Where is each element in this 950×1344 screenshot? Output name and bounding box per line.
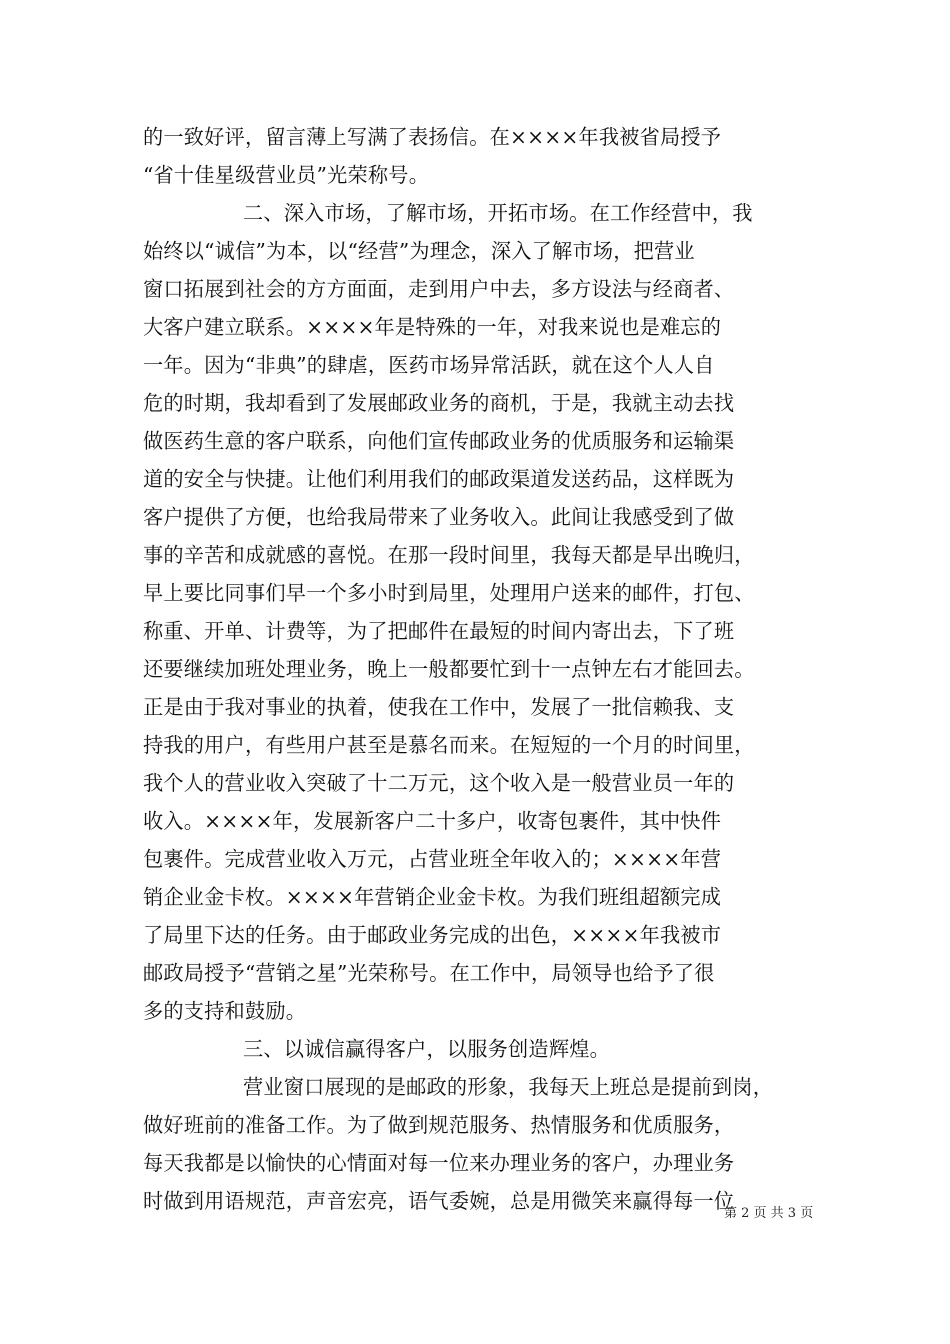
text-line: 早上要比同事们早一个多小时到局里，处理用户送来的邮件，打包、 — [143, 581, 755, 605]
text-line: 始终以“诚信”为本，以“经营”为理念，深入了解市场，把营业 — [143, 239, 695, 263]
text-line: 营业窗口展现的是邮政的形象，我每天上班总是提前到岗， — [243, 1075, 774, 1099]
text-line: 的一致好评，留言薄上写满了表扬信。在××××年我被省局授予 — [143, 125, 722, 149]
text-line: 多的支持和鼓励。 — [143, 999, 307, 1023]
text-line: 危的时期，我却看到了发展邮政业务的商机，于是，我就主动去找 — [143, 391, 735, 415]
text-line: 一年。因为“非典”的肆虐，医药市场异常活跃，就在这个人人自 — [143, 353, 715, 377]
text-line: 收入。××××年，发展新客户二十多户，收寄包裹件，其中快件 — [143, 809, 722, 833]
page-footer: 第 2 页 共 3 页 — [724, 1206, 814, 1221]
text-line: 邮政局授予“营销之星”光荣称号。在工作中，局领导也给予了很 — [143, 961, 715, 985]
text-line: 道的安全与快捷。让他们利用我们的邮政渠道发送药品，这样既为 — [143, 467, 735, 491]
text-line: 每天我都是以愉快的心情面对每一位来办理业务的客户，办理业务 — [143, 1151, 735, 1175]
text-line: 大客户建立联系。××××年是特殊的一年，对我来说也是难忘的 — [143, 315, 722, 339]
text-line: 包裹件。完成营业收入万元，占营业班全年收入的；××××年营 — [143, 847, 722, 871]
text-line: 客户提供了方便，也给我局带来了业务收入。此间让我感受到了做 — [143, 505, 735, 529]
text-line: 三、以诚信赢得客户，以服务创造辉煌。 — [243, 1037, 610, 1061]
text-line: 窗口拓展到社会的方方面面，走到用户中去，多方设法与经商者、 — [143, 277, 735, 301]
text-line: 还要继续加班处理业务，晚上一般都要忙到十一点钟左右才能回去。 — [143, 657, 755, 681]
text-line: 二、深入市场，了解市场，开拓市场。在工作经营中，我 — [243, 201, 753, 225]
text-line: 做医药生意的客户联系，向他们宣传邮政业务的优质服务和运输渠 — [143, 429, 735, 453]
text-line: 我个人的营业收入突破了十二万元，这个收入是一般营业员一年的 — [143, 771, 735, 795]
text-line: 销企业金卡枚。××××年营销企业金卡枚。为我们班组超额完成 — [143, 885, 722, 909]
text-line: 持我的用户，有些用户甚至是慕名而来。在短短的一个月的时间里， — [143, 733, 755, 757]
text-line: 做好班前的准备工作。为了做到规范服务、热情服务和优质服务， — [143, 1113, 735, 1137]
text-line: 正是由于我对事业的执着，使我在工作中，发展了一批信赖我、支 — [143, 695, 735, 719]
text-line: 时做到用语规范，声音宏亮，语气委婉，总是用微笑来赢得每一位 — [143, 1189, 735, 1213]
text-line: “省十佳星级营业员”光荣称号。 — [143, 163, 430, 187]
text-line: 了局里下达的任务。由于邮政业务完成的出色，××××年我被市 — [143, 923, 722, 947]
document-body — [143, 118, 807, 1220]
text-line: 称重、开单、计费等，为了把邮件在最短的时间内寄出去，下了班 — [143, 619, 735, 643]
text-line: 事的辛苦和成就感的喜悦。在那一段时间里，我每天都是早出晚归， — [143, 543, 755, 567]
